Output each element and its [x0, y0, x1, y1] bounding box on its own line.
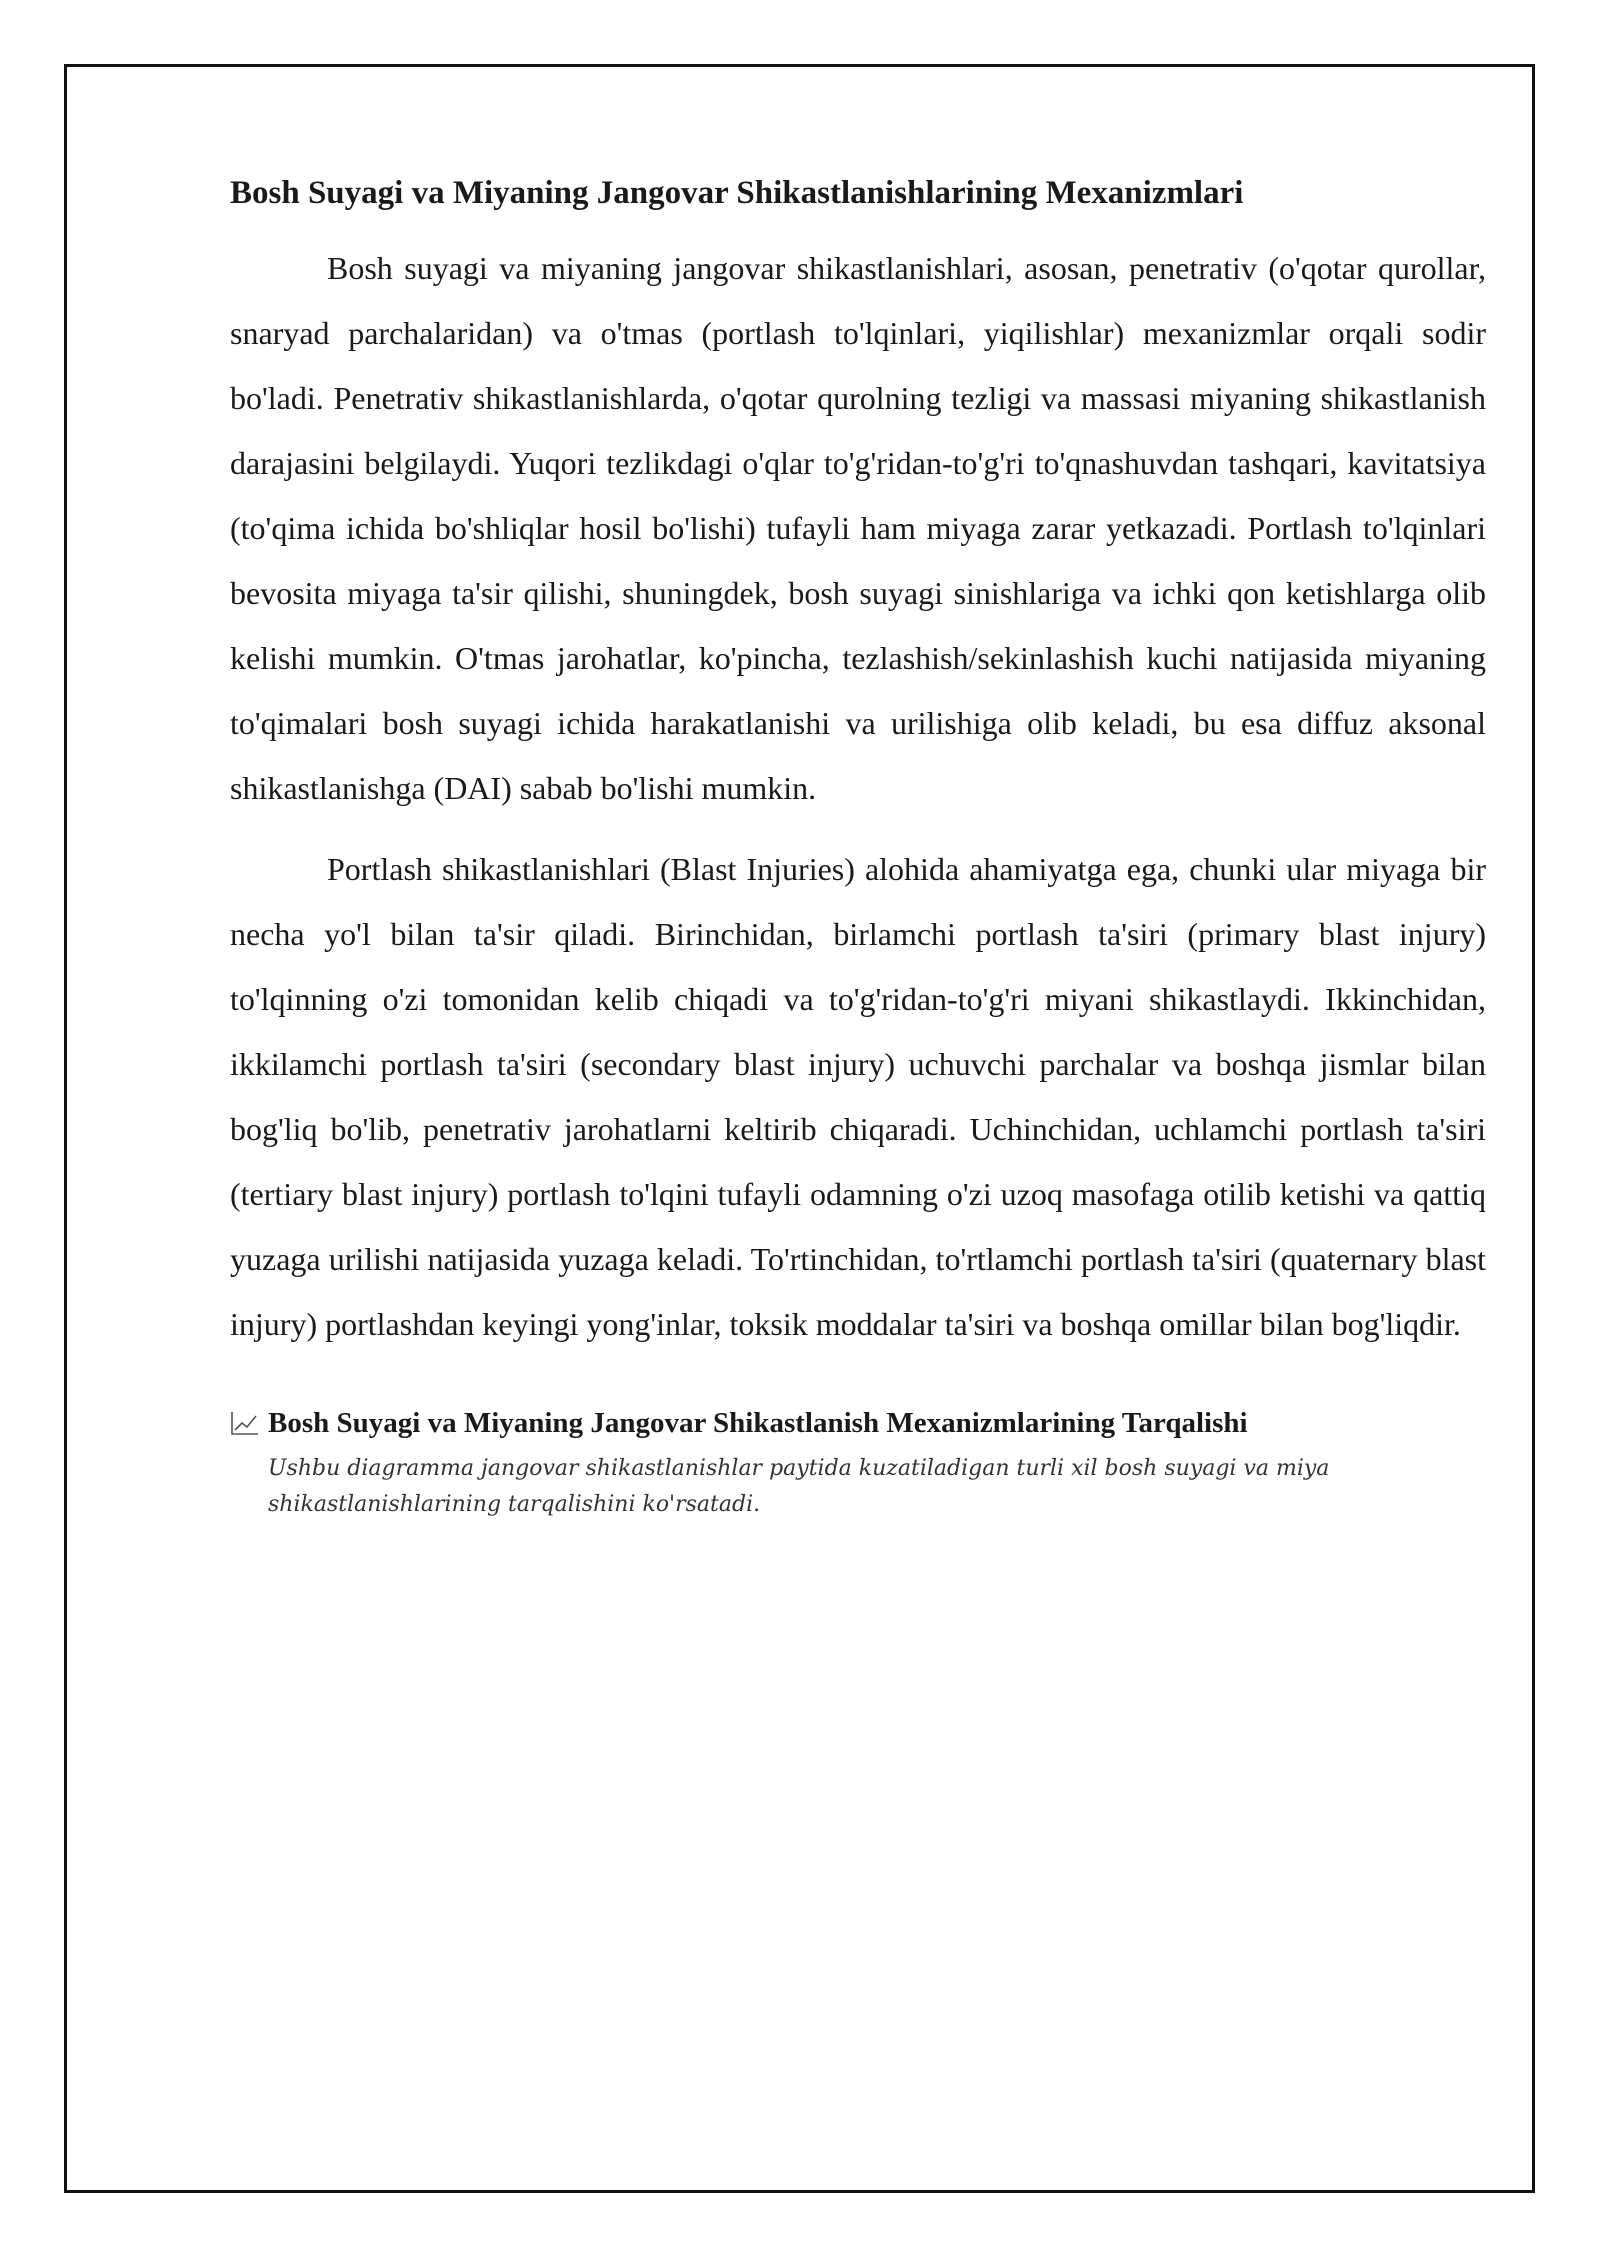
figure-caption: Ushbu diagramma jangovar shikastlanishlar paytida kuzatiladigan turli xil bosh suyagi va miya shikastlanishlarining tarqalishini ko'rsatadi. [268, 1456, 1330, 1517]
section-heading: Bosh Suyagi va Miyaning Jangovar Shikastlanishlarining Mexanizmlari [230, 175, 1244, 211]
document-body [230, 172, 1486, 1523]
paragraph-1: Bosh suyagi va miyaning jangovar shikastlanishlari, asosan, penetrativ (o'qotar qurollar, snaryad parchalaridan) va o'tmas (portlash to'lqinlari, yiqilishlar) mexanizmlar orqali sodir bo'ladi. Penetrativ shikastlanishlarda, o'qotar qurolning tezligi va massasi miyaning shikastlanish darajasini belgilaydi. Yuqori tezlikdagi o'qlar to'g'ridan-to'g'ri to'qnashuvdan tashqari, kavitatsiya (to'qima ichida bo'shliqlar hosil bo'lishi) tufayli ham miyaga zarar yetkazadi. Portlash to'lqinlari bevosita miyaga ta'sir qilishi, shuningdek, bosh suyagi sinishlariga va ichki qon ketishlarga olib kelishi mumkin. O'tmas jarohatlar, ko'pincha, tezlashish/sekinlashish kuchi natijasida miyaning to'qimalari bosh suyagi ichida harakatlanishi va urilishiga olib keladi, bu esa diffuz aksonal shikastlanishga (DAI) sabab bo'lishi mumkin. [230, 250, 1486, 806]
line-chart-icon [230, 1410, 260, 1436]
figure-title-row [230, 1403, 1486, 1443]
figure-title: Bosh Suyagi va Miyaning Jangovar Shikastlanish Mexanizmlarining Tarqalishi [268, 1407, 1248, 1439]
paragraph-2: Portlash shikastlanishlari (Blast Injuries) alohida ahamiyatga ega, chunki ular miyaga bir necha yo'l bilan ta'sir qiladi. Birinchidan, birlamchi portlash ta'siri (primary blast injury) to'lqinning o'zi tomonidan kelib chiqadi va to'g'ridan-to'g'ri miyani shikastlaydi. Ikkinchidan, ikkilamchi portlash ta'siri (secondary blast injury) uchuvchi parchalar va boshqa jismlar bilan bog'liq bo'lib, penetrativ jarohatlarni keltirib chiqaradi. Uchinchidan, uchlamchi portlash ta'siri (tertiary blast injury) portlash to'lqini tufayli odamning o'zi uzoq masofaga otilib ketishi va qattiq yuzaga urilishi natijasida yuzaga keladi. To'rtinchidan, to'rtlamchi portlash ta'siri (quaternary blast injury) portlashdan keyingi yong'inlar, toksik moddalar ta'siri va boshqa omillar bilan bog'liqdir. [230, 851, 1486, 1342]
figure-block [230, 1403, 1486, 1523]
